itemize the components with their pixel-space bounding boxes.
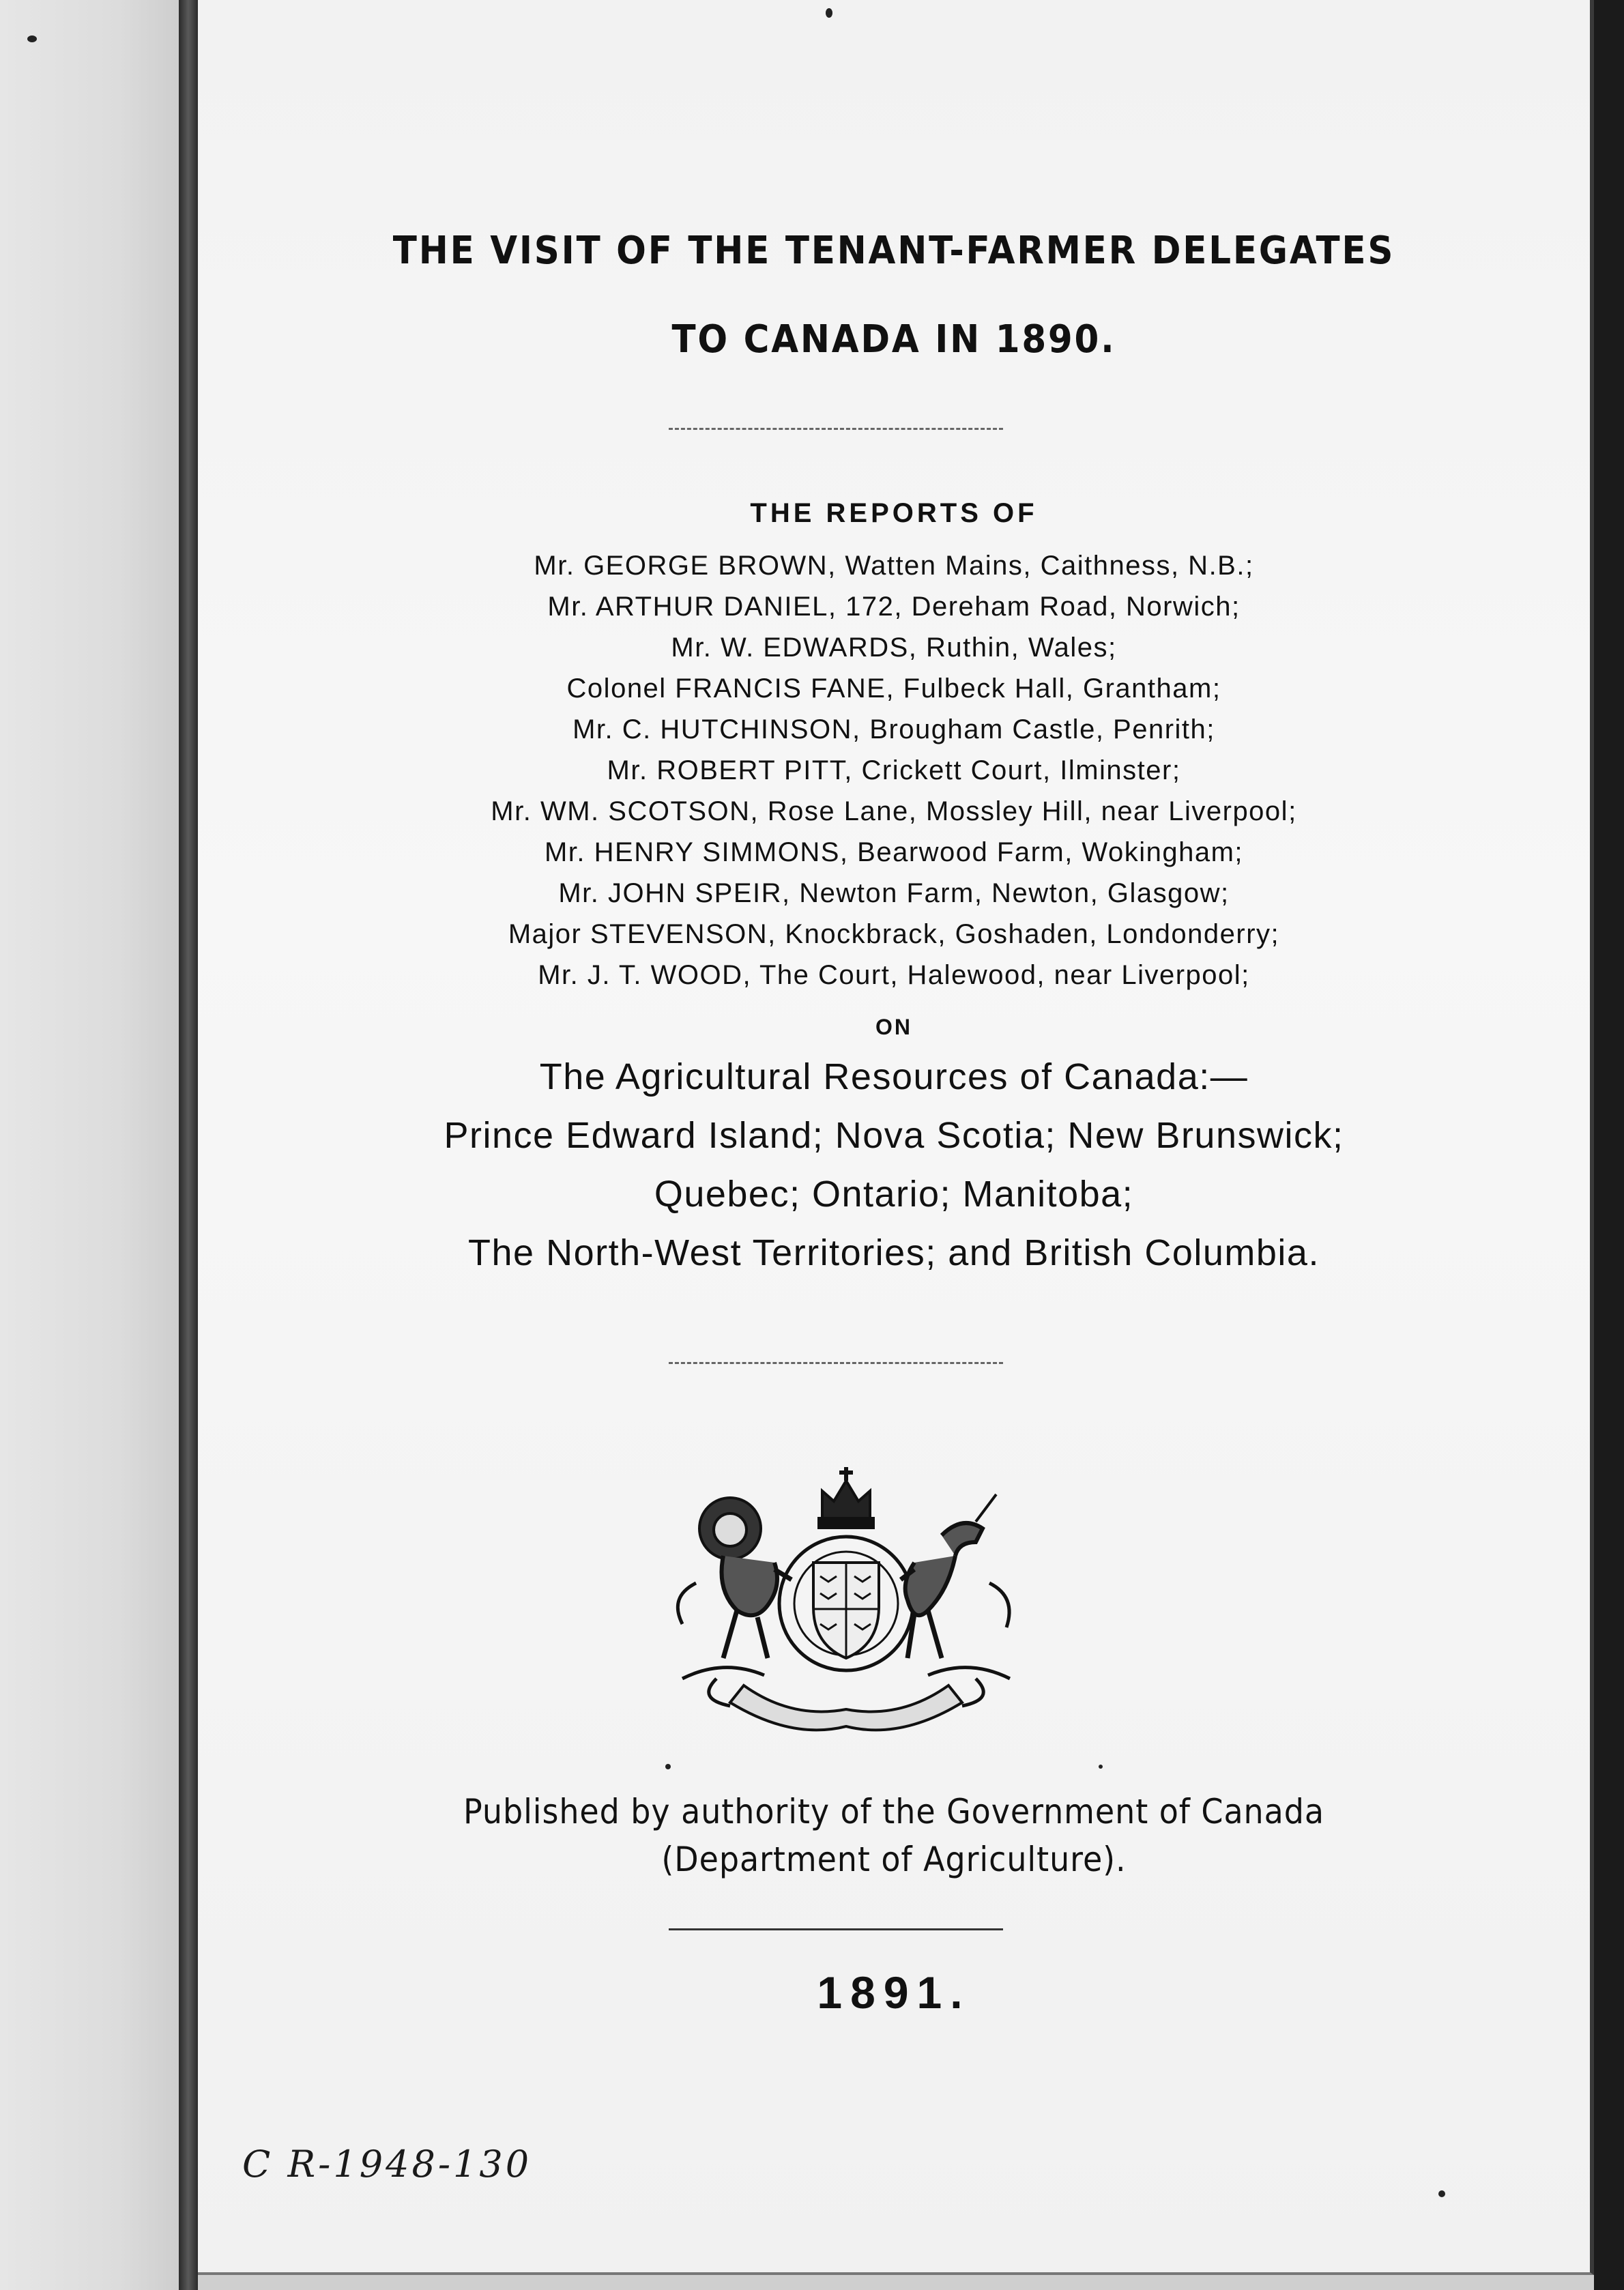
scan-speck xyxy=(1099,1765,1103,1769)
publisher-department: (Department of Agriculture). xyxy=(661,1840,1127,1879)
publisher-line: Published by authority of the Government of Canada xyxy=(463,1792,1324,1831)
delegate-entry: Mr. WM. SCOTSON, Rose Lane, Mossley Hill, near Liverpool; xyxy=(491,796,1297,826)
scan-speck xyxy=(826,8,832,18)
delegate-entry: Mr. J. T. WOOD, The Court, Halewood, near Liverpool; xyxy=(538,960,1250,990)
delegate-entry: Mr. C. HUTCHINSON, Brougham Castle, Penrith; xyxy=(572,714,1215,744)
book-spine-shadow xyxy=(179,0,198,2290)
divider-rule-2 xyxy=(669,1362,1003,1364)
divider-rule-3 xyxy=(669,1928,1003,1930)
scan-speck xyxy=(1438,2190,1445,2197)
scan-speck xyxy=(27,35,37,42)
delegate-entry: Mr. HENRY SIMMONS, Bearwood Farm, Wokingham; xyxy=(544,837,1244,867)
delegates-list xyxy=(198,545,1590,996)
resources-line: Prince Edward Island; Nova Scotia; New Brunswick; xyxy=(444,1115,1344,1156)
delegate-entry: Mr. ARTHUR DANIEL, 172, Dereham Road, Norwich; xyxy=(547,592,1241,622)
publication-year: 1891. xyxy=(817,1967,971,2018)
scan-left-margin xyxy=(0,0,198,2290)
royal-coat-of-arms-icon xyxy=(655,1453,1037,1740)
handwritten-call-number: C R-1948-130 xyxy=(242,2143,532,2186)
delegate-entry: Mr. ROBERT PITT, Crickett Court, Ilminster; xyxy=(607,755,1181,785)
delegate-entry: Major STEVENSON, Knockbrack, Goshaden, Londonderry; xyxy=(508,919,1280,949)
delegate-entry: Mr. W. EDWARDS, Ruthin, Wales; xyxy=(671,633,1117,663)
scan-speck xyxy=(665,1764,671,1769)
publisher-block xyxy=(254,1788,1535,1883)
reports-heading: THE REPORTS OF xyxy=(750,498,1038,528)
on-word: ON xyxy=(875,1015,912,1039)
title-line-2: TO CANADA IN 1890. xyxy=(671,317,1116,362)
title-line-1: THE VISIT OF THE TENANT-FARMER DELEGATES xyxy=(392,229,1395,273)
resources-block xyxy=(198,1047,1590,1282)
delegate-entry: Mr. GEORGE BROWN, Watten Mains, Caithness, N.B.; xyxy=(534,551,1254,581)
delegate-entry: Mr. JOHN SPEIR, Newton Farm, Newton, Glasgow; xyxy=(558,878,1230,908)
resources-line: Quebec; Ontario; Manitoba; xyxy=(654,1174,1134,1215)
scan-right-edge xyxy=(1594,0,1624,2290)
delegate-entry: Colonel FRANCIS FANE, Fulbeck Hall, Grantham; xyxy=(566,673,1221,704)
divider-rule-1 xyxy=(669,428,1003,430)
resources-line: The Agricultural Resources of Canada:— xyxy=(539,1056,1249,1097)
resources-line: The North-West Territories; and British Columbia. xyxy=(468,1232,1320,1273)
